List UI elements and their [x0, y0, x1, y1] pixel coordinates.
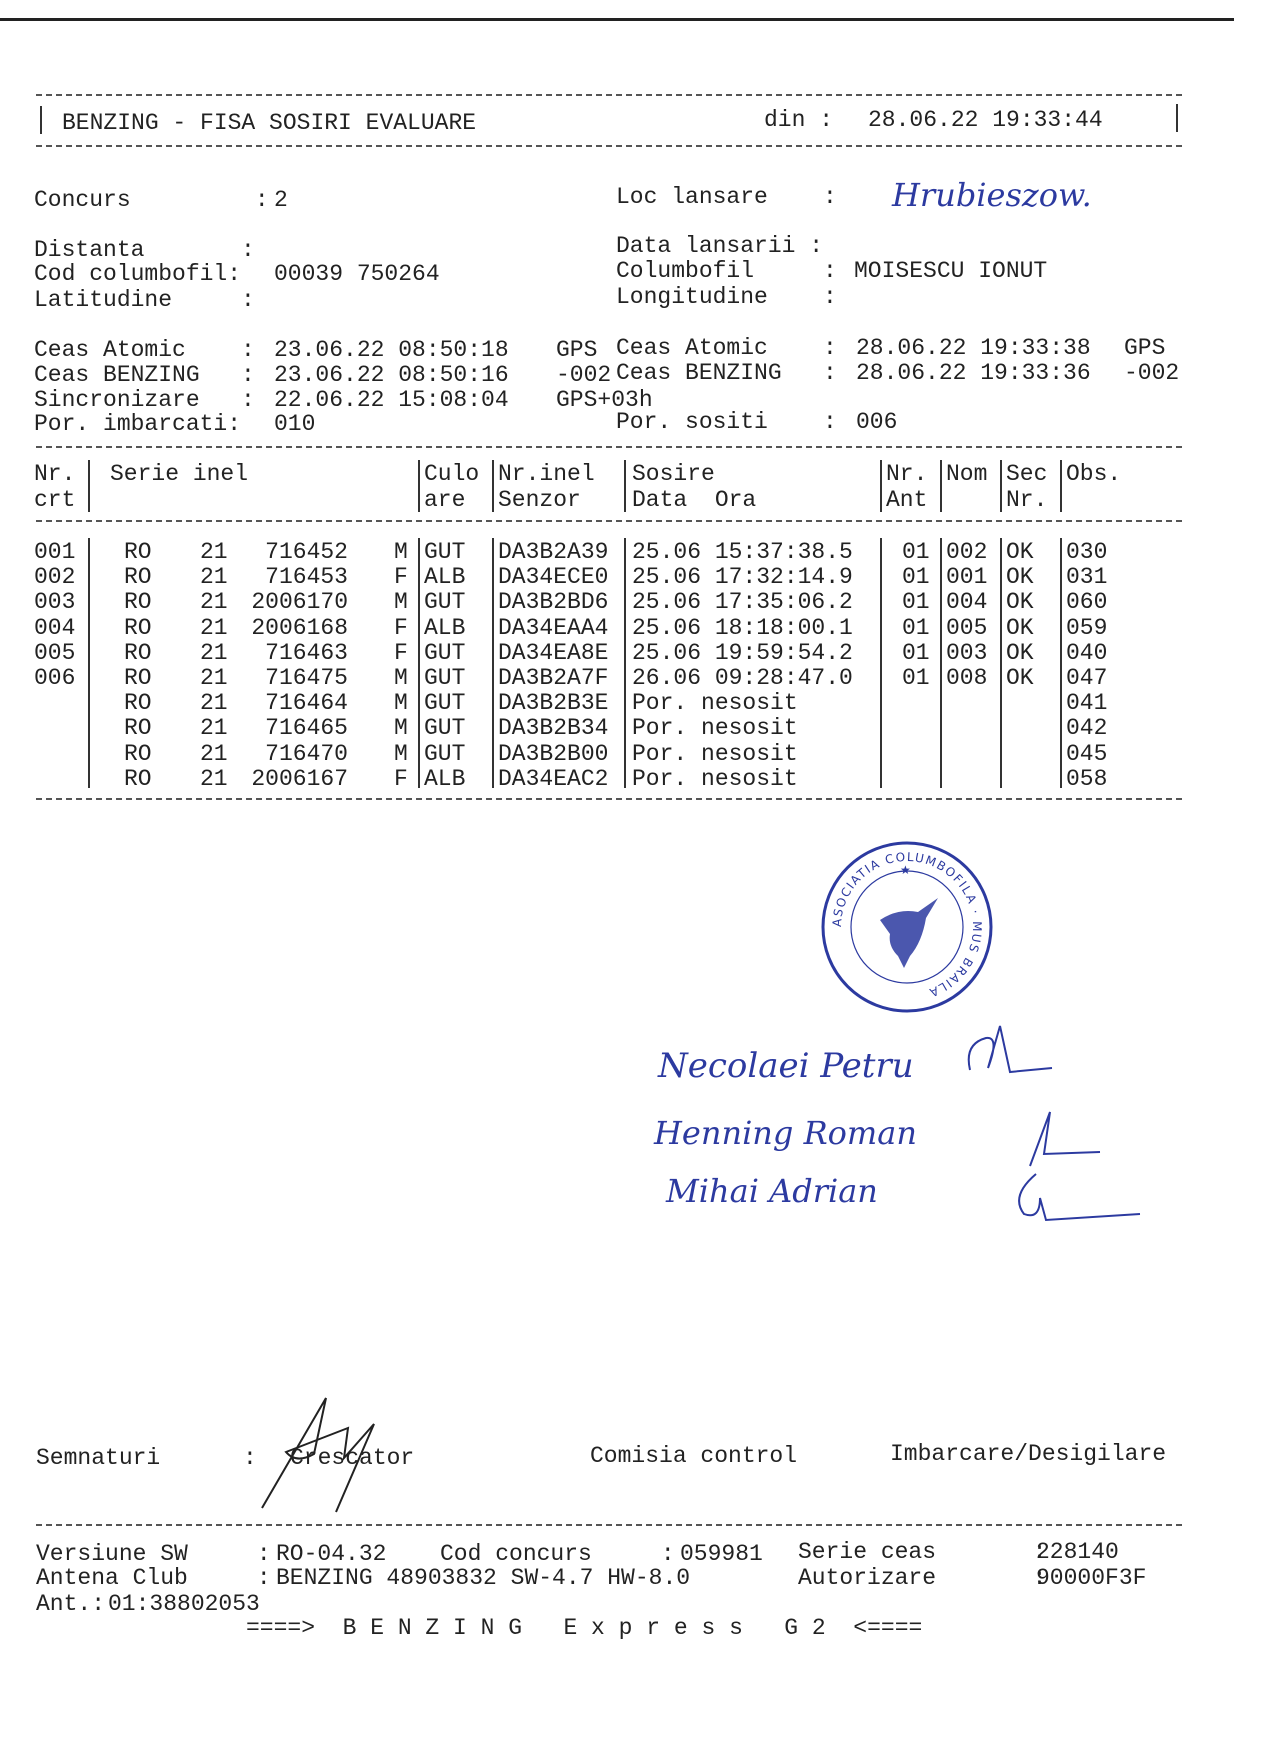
longitudine-label: Longitudine :	[616, 284, 837, 310]
cell-obs: 060	[1066, 589, 1108, 616]
header-column-line	[1060, 460, 1062, 512]
signatures-label: Semnaturi :	[36, 1445, 257, 1471]
cod-concurs-value: 059981	[680, 1541, 763, 1567]
cell-culoare: ALB	[424, 765, 466, 792]
clock-value: 23.06.22 08:50:16	[274, 362, 509, 388]
column-header-culoare: Culo	[424, 461, 480, 487]
cell-sex: M	[394, 539, 408, 565]
header-divider-top	[36, 94, 1182, 96]
concurs-label: Concurs :	[34, 187, 269, 213]
autorizare-value: 90000F3F	[1036, 1565, 1147, 1591]
cell-nom: 002	[946, 539, 988, 565]
cell-an: 21	[200, 639, 228, 666]
cell-culoare: GUT	[424, 665, 466, 691]
header-column-line	[880, 460, 882, 512]
clock-label-right: Ceas BENZING :	[616, 360, 837, 386]
cell-tara: RO	[124, 740, 152, 767]
cell-ant: 01	[902, 539, 930, 565]
committee-initials-signature	[1000, 1108, 1150, 1228]
cell-sex: M	[394, 589, 408, 616]
body-column-line	[1060, 538, 1062, 788]
header-column-line	[88, 460, 90, 512]
column-header-culoare: are	[424, 487, 466, 513]
cell-culoare: ALB	[424, 614, 466, 641]
stamp-star: ★	[900, 863, 911, 877]
cell-tara: RO	[124, 539, 152, 565]
cell-sec: OK	[1006, 639, 1034, 666]
cell-obs: 042	[1066, 715, 1108, 742]
cell-ant: 01	[902, 614, 930, 641]
cell-obs: 045	[1066, 740, 1108, 767]
top-border-line	[0, 18, 1234, 21]
cell-sex: M	[394, 665, 408, 691]
cell-inel: 2006167	[251, 765, 348, 792]
column-header-nr: Nr.	[34, 461, 76, 487]
crescator-label: Crescator	[290, 1445, 415, 1471]
serie-ceas-label: Serie ceas :	[798, 1539, 1047, 1565]
cell-inel: 716470	[265, 740, 348, 767]
clock-extra: -002	[556, 362, 612, 388]
cell-sec: OK	[1006, 614, 1034, 641]
body-column-line	[1000, 538, 1002, 788]
header-column-line	[940, 460, 942, 512]
table-divider-bottom	[36, 798, 1182, 800]
imbarcare-label: Imbarcare/Desigilare	[890, 1441, 1167, 1467]
cell-culoare: ALB	[424, 564, 466, 591]
association-stamp	[818, 838, 996, 1016]
cell-an: 21	[200, 564, 228, 591]
cell-senzor: DA3B2BD6	[498, 589, 609, 616]
cell-inel: 716464	[265, 690, 348, 717]
cell-obs: 047	[1066, 665, 1108, 691]
cell-nom: 005	[946, 614, 988, 641]
data-lansarii-label: Data lansarii :	[616, 233, 824, 259]
cell-obs: 059	[1066, 614, 1108, 641]
cell-tara: RO	[124, 765, 152, 792]
latitudine-label: Latitudine :	[34, 287, 255, 313]
cell-sex: M	[394, 715, 408, 742]
cell-sosire: 25.06 15:37:38.5	[632, 539, 853, 565]
column-header-nr: crt	[34, 487, 76, 513]
header-column-line	[624, 460, 626, 512]
cell-obs: 031	[1066, 564, 1108, 591]
cell-sex: F	[394, 765, 408, 792]
column-header-sec: Sec	[1006, 461, 1048, 487]
distanta-label: Distanta :	[34, 237, 255, 263]
clock-extra: GPS+03h	[556, 387, 653, 413]
antena-label: Antena Club :	[36, 1565, 271, 1591]
cell-an: 21	[200, 740, 228, 767]
footer-divider	[36, 1524, 1182, 1526]
clock-extra-right: GPS	[1124, 335, 1166, 361]
cell-ant: 01	[902, 564, 930, 591]
cell-an: 21	[200, 614, 228, 641]
cod-columbofil-label: Cod columbofil:	[34, 261, 242, 287]
cell-inel: 716453	[265, 564, 348, 591]
clock-extra-right: -002	[1124, 360, 1180, 386]
cell-tara: RO	[124, 589, 152, 616]
body-column-line	[880, 538, 882, 788]
cell-senzor: DA3B2B00	[498, 740, 609, 767]
cell-tara: RO	[124, 690, 152, 717]
cell-ant: 01	[902, 665, 930, 691]
pigeon-icon	[880, 898, 938, 968]
clock-value-right: 28.06.22 19:33:36	[856, 360, 1091, 386]
body-column-line	[418, 538, 420, 788]
stamp-text: ASOCIATIA COLUMBOFILA · MUS BRAILA	[829, 849, 985, 1001]
cell-sec: OK	[1006, 539, 1034, 565]
clock-value: 23.06.22 08:50:18	[274, 337, 509, 363]
cell-culoare: GUT	[424, 690, 466, 717]
cell-inel: 2006170	[251, 589, 348, 616]
cell-sosire: Por. nesosit	[632, 715, 798, 742]
cell-an: 21	[200, 765, 228, 792]
cell-sosire: 25.06 18:18:00.1	[632, 614, 853, 641]
cell-sosire: 25.06 17:32:14.9	[632, 564, 853, 591]
cell-inel: 716475	[265, 665, 348, 691]
columbofil-value: MOISESCU IONUT	[854, 258, 1048, 284]
clock-label: Ceas BENZING :	[34, 362, 255, 388]
versiune-label: Versiune SW :	[36, 1541, 271, 1567]
cell-sosire: 25.06 17:35:06.2	[632, 589, 853, 616]
cell-nom: 008	[946, 665, 988, 691]
column-header-obs: Obs.	[1066, 461, 1122, 487]
body-column-line	[492, 538, 494, 788]
cell-senzor: DA34EA8E	[498, 639, 609, 666]
date-value: 28.06.22 19:33:44	[868, 107, 1103, 133]
cell-culoare: GUT	[424, 639, 466, 666]
autorizare-label: Autorizare :	[798, 1565, 1047, 1591]
cod-columbofil-value: 00039 750264	[274, 261, 440, 287]
cell-tara: RO	[124, 564, 152, 591]
cell-inel: 716452	[265, 539, 348, 565]
cell-culoare: GUT	[424, 589, 466, 616]
cell-culoare: GUT	[424, 740, 466, 767]
handwritten-name: Necolaei Petru	[658, 1046, 914, 1086]
cell-senzor: DA3B2A7F	[498, 665, 609, 691]
column-header-senzor: Senzor	[498, 487, 581, 513]
clock-label: Sincronizare :	[34, 387, 255, 413]
cell-senzor: DA34ECE0	[498, 564, 609, 591]
column-header-ant: Ant	[886, 487, 928, 513]
cell-nr: 006	[34, 665, 76, 691]
cell-nr: 003	[34, 589, 76, 616]
column-header-serie: Serie inel	[110, 461, 249, 487]
header-column-line	[1000, 460, 1002, 512]
cell-nr: 004	[34, 614, 76, 641]
cell-senzor: DA3B2B34	[498, 715, 609, 742]
cell-sosire: Por. nesosit	[632, 740, 798, 767]
crescator-signature	[256, 1394, 406, 1514]
cell-sec: OK	[1006, 589, 1034, 616]
clock-value-right: 28.06.22 19:33:38	[856, 335, 1091, 361]
header-divider-bottom	[36, 145, 1182, 147]
columbofil-label: Columbofil :	[616, 258, 837, 284]
body-column-line	[940, 538, 942, 788]
cell-an: 21	[200, 690, 228, 717]
cell-obs: 030	[1066, 539, 1108, 565]
clock-value: 22.06.22 15:08:04	[274, 387, 509, 413]
cell-sex: M	[394, 740, 408, 767]
cell-sosire: 25.06 19:59:54.2	[632, 639, 853, 666]
body-column-line	[624, 538, 626, 788]
cell-ant: 01	[902, 589, 930, 616]
cell-ant: 01	[902, 639, 930, 666]
ant-value: 01:38802053	[108, 1591, 260, 1617]
cell-obs: 058	[1066, 765, 1108, 792]
header-column-line	[418, 460, 420, 512]
cell-sex: F	[394, 564, 408, 591]
column-header-sosire: Sosire	[632, 461, 715, 487]
sositi-label: Por. sositi :	[616, 409, 837, 435]
body-column-line	[88, 538, 90, 788]
cell-nom: 003	[946, 639, 988, 666]
cell-nr: 001	[34, 539, 76, 565]
cell-sex: M	[394, 690, 408, 717]
cell-obs: 040	[1066, 639, 1108, 666]
loc-lansare-handwritten: Hrubieszow.	[892, 176, 1092, 214]
cell-an: 21	[200, 665, 228, 691]
column-header-sosire: Data Ora	[632, 487, 757, 513]
cell-an: 21	[200, 539, 228, 565]
header-right-bar	[1176, 104, 1178, 132]
cell-an: 21	[200, 589, 228, 616]
cell-inel: 716465	[265, 715, 348, 742]
cell-obs: 041	[1066, 690, 1108, 717]
antena-value: BENZING 48903832 SW-4.7 HW-8.0	[276, 1565, 691, 1591]
cell-sec: OK	[1006, 564, 1034, 591]
first-name-signature	[960, 1024, 1060, 1084]
cell-tara: RO	[124, 715, 152, 742]
handwritten-name: Henning Roman	[654, 1114, 917, 1152]
column-header-senzor: Nr.inel	[498, 461, 595, 487]
cell-senzor: DA3B2A39	[498, 539, 609, 565]
date-label: din :	[764, 107, 834, 133]
clock-extra: GPS	[556, 337, 598, 363]
cell-nr: 005	[34, 639, 76, 666]
document-title: BENZING - FISA SOSIRI EVALUARE	[62, 110, 477, 136]
clock-label-right: Ceas Atomic :	[616, 335, 837, 361]
cell-senzor: DA3B2B3E	[498, 690, 609, 717]
cell-an: 21	[200, 715, 228, 742]
handwritten-name: Mihai Adrian	[666, 1172, 878, 1210]
column-header-ant: Nr.	[886, 461, 928, 487]
concurs-value: 2	[274, 187, 288, 213]
table-divider-header	[36, 520, 1182, 522]
cell-culoare: GUT	[424, 539, 466, 565]
cell-sosire: 26.06 09:28:47.0	[632, 665, 853, 691]
benzing-express-banner: ====> B E N Z I N G E x p r e s s G 2 <====	[246, 1615, 923, 1641]
cell-inel: 716463	[265, 639, 348, 666]
table-divider-top	[36, 446, 1182, 448]
loc-lansare-label: Loc lansare :	[616, 184, 837, 210]
cell-sex: F	[394, 639, 408, 666]
column-header-nom: Nom	[946, 461, 988, 487]
cell-senzor: DA34EAC2	[498, 765, 609, 792]
versiune-value: RO-04.32	[276, 1541, 387, 1567]
cod-concurs-label: Cod concurs :	[440, 1541, 675, 1567]
header-column-line	[492, 460, 494, 512]
cell-nom: 004	[946, 589, 988, 616]
cell-sosire: Por. nesosit	[632, 690, 798, 717]
serie-ceas-value: 228140	[1036, 1539, 1119, 1565]
cell-tara: RO	[124, 665, 152, 691]
cell-senzor: DA34EAA4	[498, 614, 609, 641]
header-left-bar	[40, 106, 42, 134]
ant-label: Ant.:	[36, 1591, 106, 1617]
cell-tara: RO	[124, 639, 152, 666]
cell-sosire: Por. nesosit	[632, 765, 798, 792]
cell-sec: OK	[1006, 665, 1034, 691]
comisia-label: Comisia control	[590, 1443, 798, 1469]
cell-nr: 002	[34, 564, 76, 591]
clock-label: Ceas Atomic :	[34, 337, 255, 363]
cell-tara: RO	[124, 614, 152, 641]
imbarcati-value: 010	[274, 411, 316, 437]
imbarcati-label: Por. imbarcati:	[34, 411, 242, 437]
cell-sex: F	[394, 614, 408, 641]
sositi-value: 006	[856, 409, 898, 435]
cell-culoare: GUT	[424, 715, 466, 742]
cell-inel: 2006168	[251, 614, 348, 641]
cell-nom: 001	[946, 564, 988, 591]
column-header-sec: Nr.	[1006, 487, 1048, 513]
